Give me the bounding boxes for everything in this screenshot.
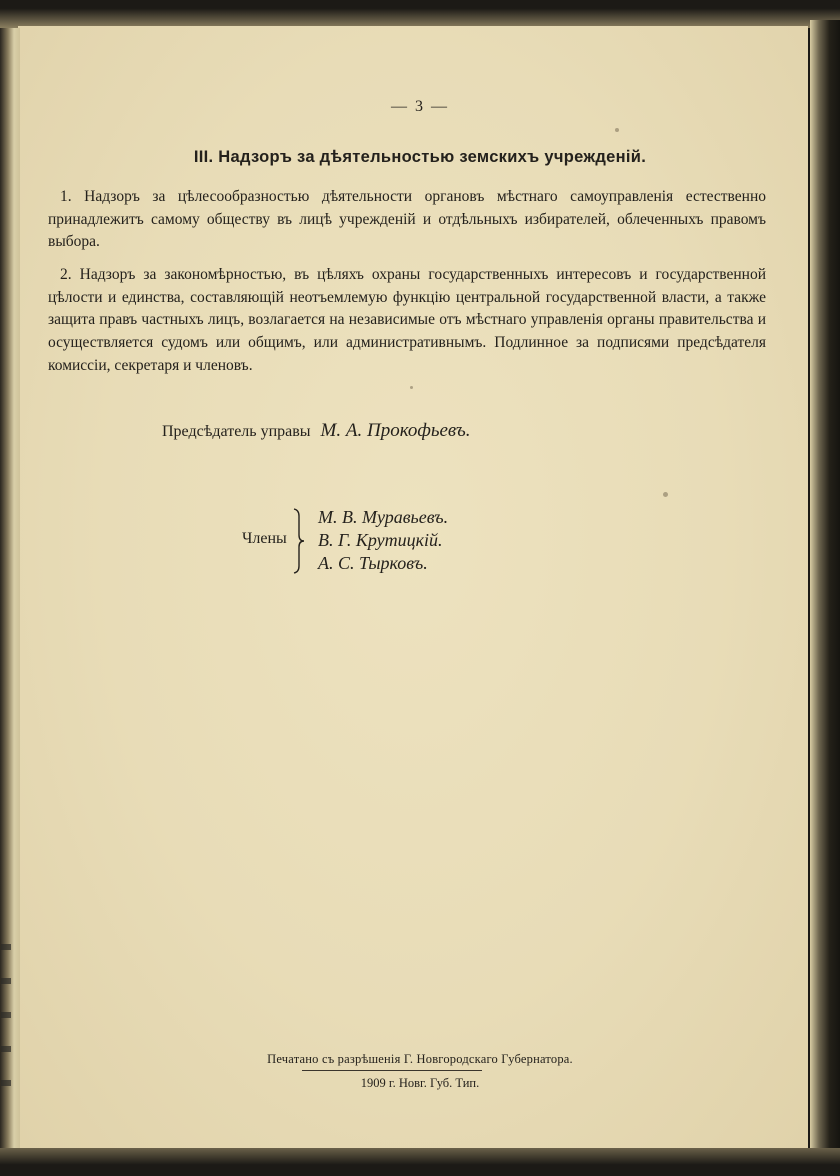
member-name: В. Г. Крутицкій. [318,530,443,550]
chairman-line [162,420,471,442]
imprint-divider [302,1070,482,1071]
paragraph-1: 1. Надзоръ за цѣлесообразностью дѣятельности органовъ мѣстнаго самоуправленія естественно принадлежитъ самому обществу въ лицѣ учрежденій и отдѣльныхъ избирателей, облеченныхъ правомъ выбора. [48,188,766,251]
chairman-label: Предсѣдатель управы [162,423,311,440]
paper-speck [410,386,413,389]
scan-bottom-edge [0,1148,840,1176]
paper-speck [663,492,668,497]
print-permission: Печатано съ разрѣшенія Г. Новгородскаго Губернатора. [267,1052,573,1066]
chairman-signature: М. А. Прокофьевъ. [320,420,471,441]
member-name: А. С. Тырковъ. [318,553,428,573]
curly-brace-icon [290,508,310,574]
paragraph-2: 2. Надзоръ за закономѣрностью, въ цѣляхъ охраны государственныхъ интересовъ и государственной цѣлости и единства, составляющій неотъемлемую функцію центральной государственной власти, а также защита правъ частныхъ лицъ, возлагается на независимые отъ мѣстнаго управленія органы правительства и осуществляется судомъ или общимъ, или административнымъ. Подлинное за подписями предсѣдателя комиссіи, секретаря и членовъ. [48,266,766,374]
scan-right-edge [810,20,840,1160]
page-number: — 3 — [391,98,449,115]
members-label: Члены [242,530,287,547]
section-heading: III. Надзоръ за дѣятельностью земскихъ учрежденій. [193,148,647,166]
member-name: М. В. Муравьевъ. [318,507,449,527]
scan-top-edge [0,0,840,28]
members-list [318,506,448,575]
paper-speck [615,128,619,132]
printer-line: 1909 г. Новг. Губ. Тип. [360,1076,480,1090]
